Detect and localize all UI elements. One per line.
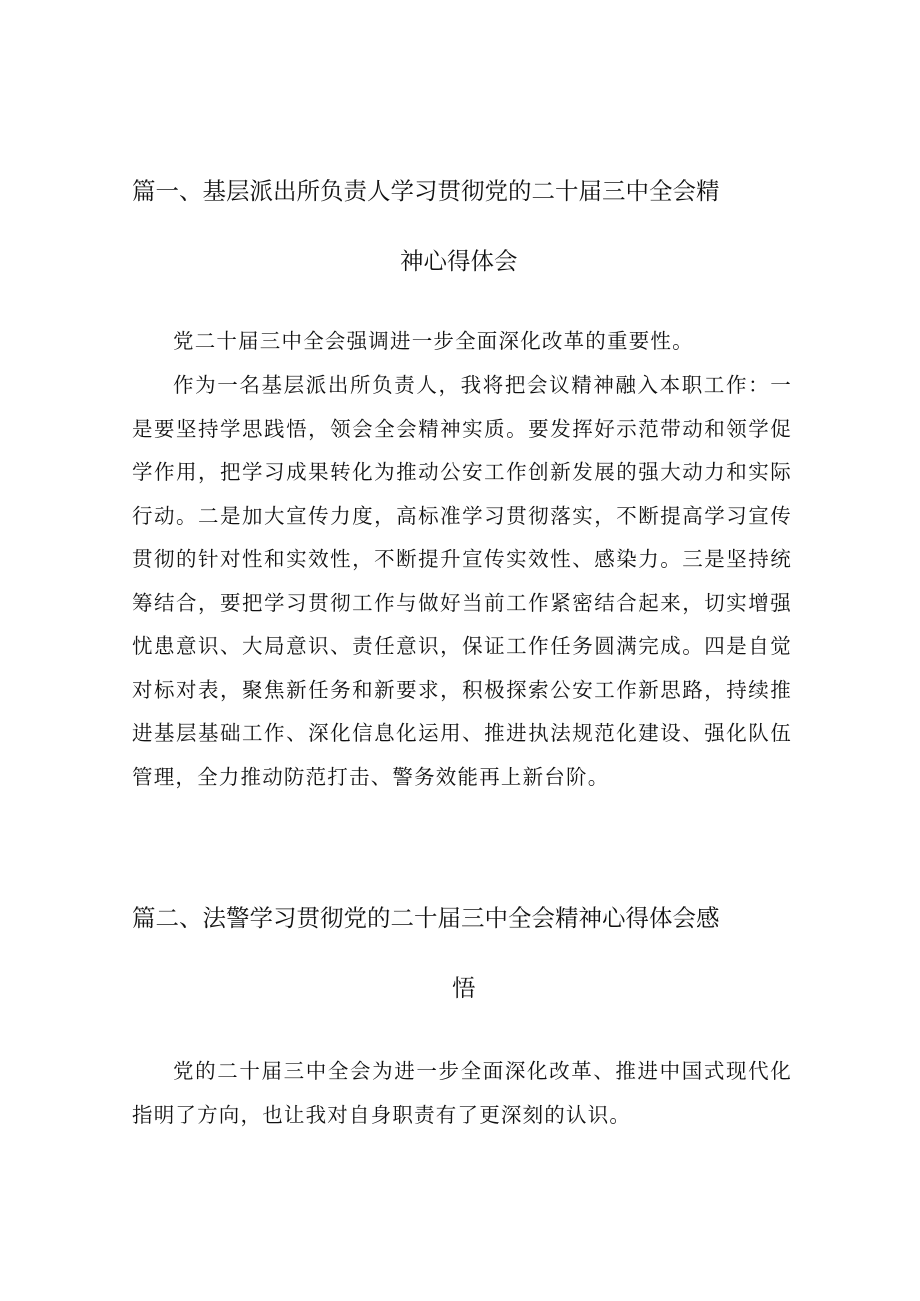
section-1-paragraph-2: 作为一名基层派出所负责人，我将把会议精神融入本职工作：一是要坚持学思践悟，领会全会精神实质。要发挥好示范带动和领学促学作用，把学习成果转化为推动公安工作创新发展的强大动力和实际行动。二是加大宣传力度，高标准学习贯彻落实，不断提高学习宣传贯彻的针对性和实效性，不断提升宣传实效性、感染力。三是坚持统筹结合，要把学习贯彻工作与做好当前工作紧密结合起来，切实增强忧患意识、大局意识、责任意识，保证工作任务圆满完成。四是自觉对标对表，聚焦新任务和新要求，积极探索公安工作新思路，持续推进基层基础工作、深化信息化运用、推进执法规范化建设、强化队伍管理，全力推动防范打击、警务效能再上新台阶。 bbox=[132, 373, 792, 789]
section-1-heading bbox=[132, 156, 792, 296]
section-2-heading bbox=[132, 883, 792, 1023]
section-1-heading-line-1: 篇一、基层派出所负责人学习贯彻党的二十届三中全会精 bbox=[132, 177, 720, 205]
section-1-paragraph-1: 党二十届三中全会强调进一步全面深化改革的重要性。 bbox=[173, 329, 694, 353]
section-2-heading-line-2: 悟 bbox=[452, 974, 476, 1002]
section-2-heading-line-1: 篇二、法警学习贯彻党的二十届三中全会精神心得体会感 bbox=[132, 904, 720, 932]
section-2-paragraph-1: 党的二十届三中全会为进一步全面深化改革、推进中国式现代化指明了方向，也让我对自身职责有了更深刻的认识。 bbox=[132, 1059, 792, 1127]
section-1-heading-line-2: 神心得体会 bbox=[400, 247, 518, 275]
